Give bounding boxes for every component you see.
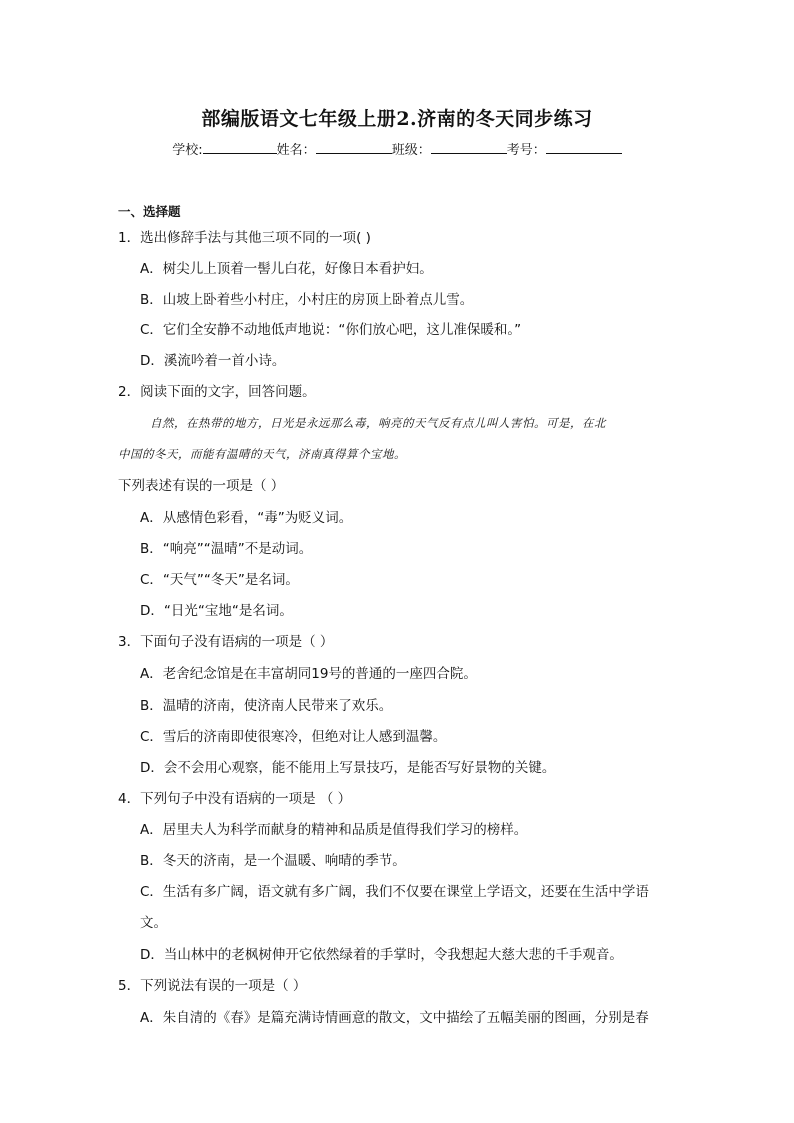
student-info-line xyxy=(0,139,794,158)
number-label: 考号： xyxy=(506,143,546,158)
class-label: 班级： xyxy=(391,143,431,158)
question-3-option-c[interactable]: C．雪后的济南即使很寒冷，但绝对让人感到温馨。 xyxy=(140,729,447,745)
question-2-option-c[interactable]: C．“天气”“冬天”是名词。 xyxy=(140,572,299,588)
page-title: 部编版语文七年级上册2.济南的冬天同步练习 xyxy=(201,108,593,130)
question-3-option-d[interactable]: D．会不会用心观察，能不能用上写景技巧，是能否写好景物的关键。 xyxy=(140,760,556,776)
name-field[interactable] xyxy=(316,140,392,154)
question-3-option-a[interactable]: A．老舍纪念馆是在丰富胡同19号的普通的一座四合院。 xyxy=(140,666,477,682)
question-1-stem: 1．选出修辞手法与其他三项不同的一项( ) xyxy=(118,230,371,246)
section-heading: 一、选择题 xyxy=(118,204,181,219)
question-3-option-b[interactable]: B．温晴的济南，使济南人民带来了欢乐。 xyxy=(140,698,393,714)
question-4-option-a[interactable]: A．居里夫人为科学而献身的精神和品质是值得我们学习的榜样。 xyxy=(140,822,528,838)
question-4-option-d[interactable]: D．当山林中的老枫树伸开它依然绿着的手掌时，令我想起大慈大悲的千手观音。 xyxy=(140,947,623,963)
question-2-option-a[interactable]: A．从感情色彩看，“毒”为贬义词。 xyxy=(140,510,353,526)
question-2-ask: 下列表述有误的一项是（ ） xyxy=(118,478,285,494)
question-5-option-a[interactable]: A．朱自清的《春》是篇充满诗情画意的散文，文中描绘了五幅美丽的图画，分别是春 xyxy=(140,1010,649,1026)
question-1-option-c[interactable]: C．它们全安静不动地低声地说：“你们放心吧，这儿准保暖和。” xyxy=(140,322,522,338)
question-4-option-b[interactable]: B．冬天的济南，是一个温暖、响晴的季节。 xyxy=(140,853,406,869)
question-4-option-c[interactable]: C．生活有多广阔，语文就有多广阔，我们不仅要在课堂上学语文，还要在生活中学语 xyxy=(140,884,649,900)
question-1-option-d[interactable]: D．溪流吟着一首小诗。 xyxy=(140,353,286,369)
school-field[interactable] xyxy=(203,140,277,154)
question-3-stem: 3．下面句子没有语病的一项是（ ） xyxy=(118,634,334,650)
school-label: 学校: xyxy=(172,143,203,158)
class-field[interactable] xyxy=(431,140,507,154)
reading-passage-line-2: 中国的冬天，而能有温晴的天气，济南真得算个宝地。 xyxy=(118,447,406,461)
question-1-option-b[interactable]: B．山坡上卧着些小村庄，小村庄的房顶上卧着点儿雪。 xyxy=(140,292,474,308)
number-field[interactable] xyxy=(546,140,622,154)
name-label: 姓名： xyxy=(276,143,316,158)
reading-passage-line-1: 自然，在热带的地方，日光是永远那么毒，响亮的天气反有点儿叫人害怕。可是，在北 xyxy=(150,416,606,430)
question-4-stem: 4．下列句子中没有语病的一项是 （ ） xyxy=(118,791,352,807)
question-5-stem: 5．下列说法有误的一项是（ ） xyxy=(118,978,307,994)
question-4-option-c-continued[interactable]: 文。 xyxy=(140,915,167,931)
question-2-option-d[interactable]: D．“日光“宝地“是名词。 xyxy=(140,603,293,619)
question-1-option-a[interactable]: A．树尖儿上顶着一髻儿白花，好像日本看护妇。 xyxy=(140,261,433,277)
question-2-option-b[interactable]: B．“响亮”“温晴”不是动词。 xyxy=(140,541,313,557)
question-2-stem: 2．阅读下面的文字，回答问题。 xyxy=(118,384,316,400)
